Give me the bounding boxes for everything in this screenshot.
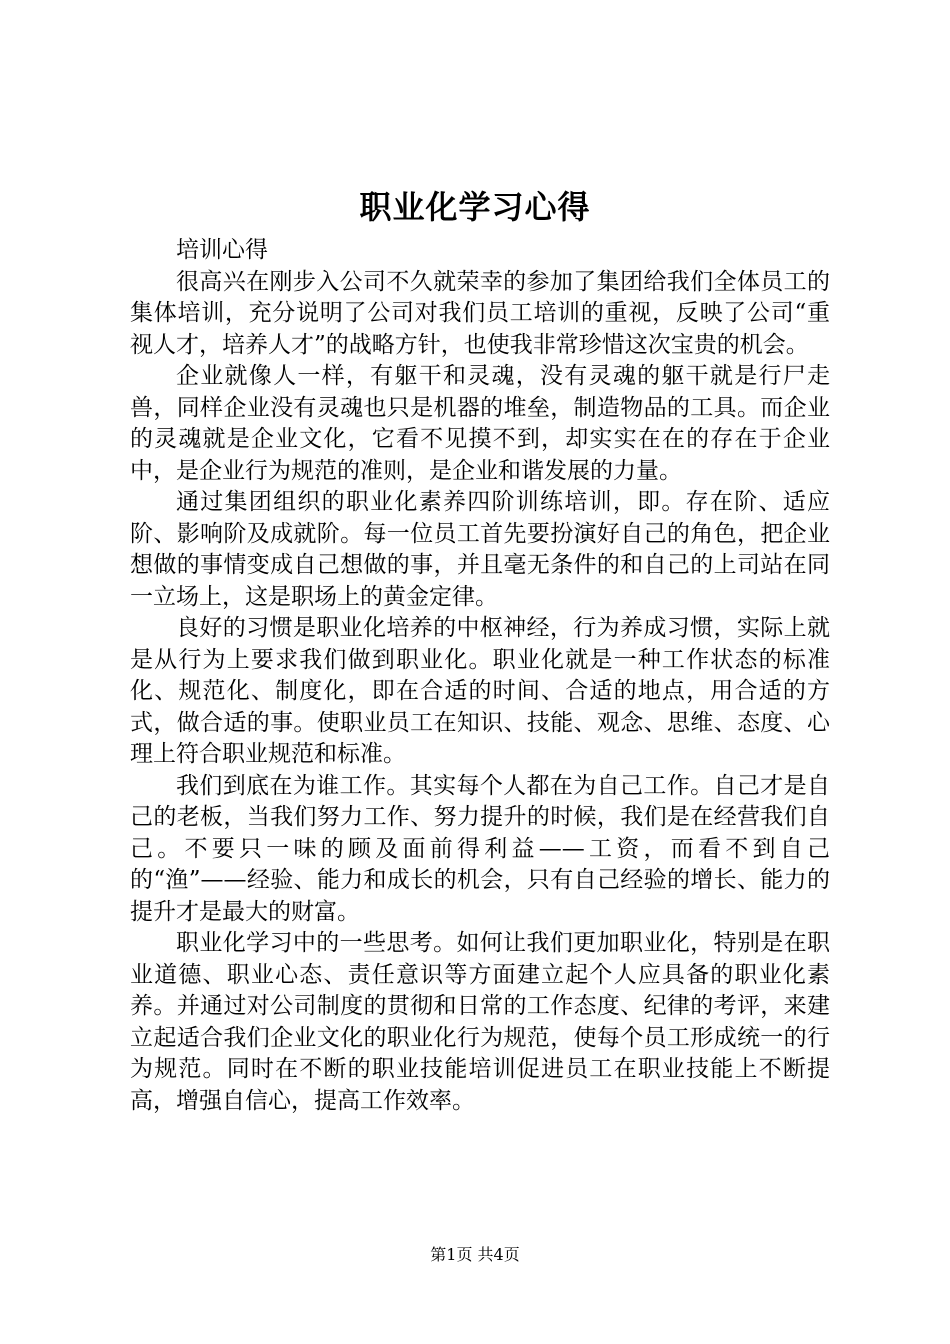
document-title: 职业化学习心得 <box>359 188 591 226</box>
paragraph-subtitle: 培训心得 <box>176 237 268 263</box>
paragraph: 很高兴在刚步入公司不久就荣幸的参加了集团给我们全体员工的集体培训，充分说明了公司对我们员工培训的重视，反映了公司“重视人才，培养人才”的战略方针，也使我非常珍惜这次宝贵的机会。 <box>130 268 830 358</box>
paragraph: 我们到底在为谁工作。其实每个人都在为自己工作。自己才是自己的老板，当我们努力工作、努力提升的时候，我们是在经营我们自己。不要只一味的顾及面前得利益——工资，而看不到自己的“渔”——经验、能力和成长的机会，只有自己经验的增长、能力的提升才是最大的财富。 <box>130 772 830 925</box>
paragraph: 职业化学习中的一些思考。如何让我们更加职业化，特别是在职业道德、职业心态、责任意识等方面建立起个人应具备的职业化素养。并通过对公司制度的贯彻和日常的工作态度、纪律的考评，来建立起适合我们企业文化的职业化行为规范，使每个员工形成统一的行为规范。同时在不断的职业技能培训促进员工在职业技能上不断提高，增强自信心，提高工作效率。 <box>130 930 830 1114</box>
paragraph: 通过集团组织的职业化素养四阶训练培训，即。存在阶、适应阶、影响阶及成就阶。每一位员工首先要扮演好自己的角色，把企业想做的事情变成自己想做的事，并且毫无条件的和自己的上司站在同一立场上，这是职场上的黄金定律。 <box>130 489 830 610</box>
page-number-footer: 第1页 共4页 <box>430 1245 520 1264</box>
paragraph: 企业就像人一样，有躯干和灵魂，没有灵魂的躯干就是行尸走兽，同样企业没有灵魂也只是机器的堆垒，制造物品的工具。而企业的灵魂就是企业文化，它看不见摸不到，却实实在在的存在于企业中，是企业行为规范的准则，是企业和谐发展的力量。 <box>130 363 830 484</box>
document-body <box>130 235 830 1117</box>
paragraph: 良好的习惯是职业化培养的中枢神经，行为养成习惯，实际上就是从行为上要求我们做到职业化。职业化就是一种工作状态的标准化、规范化、制度化，即在合适的时间、合适的地点，用合适的方式，做合适的事。使职业员工在知识、技能、观念、思维、态度、心理上符合职业规范和标准。 <box>130 615 830 767</box>
